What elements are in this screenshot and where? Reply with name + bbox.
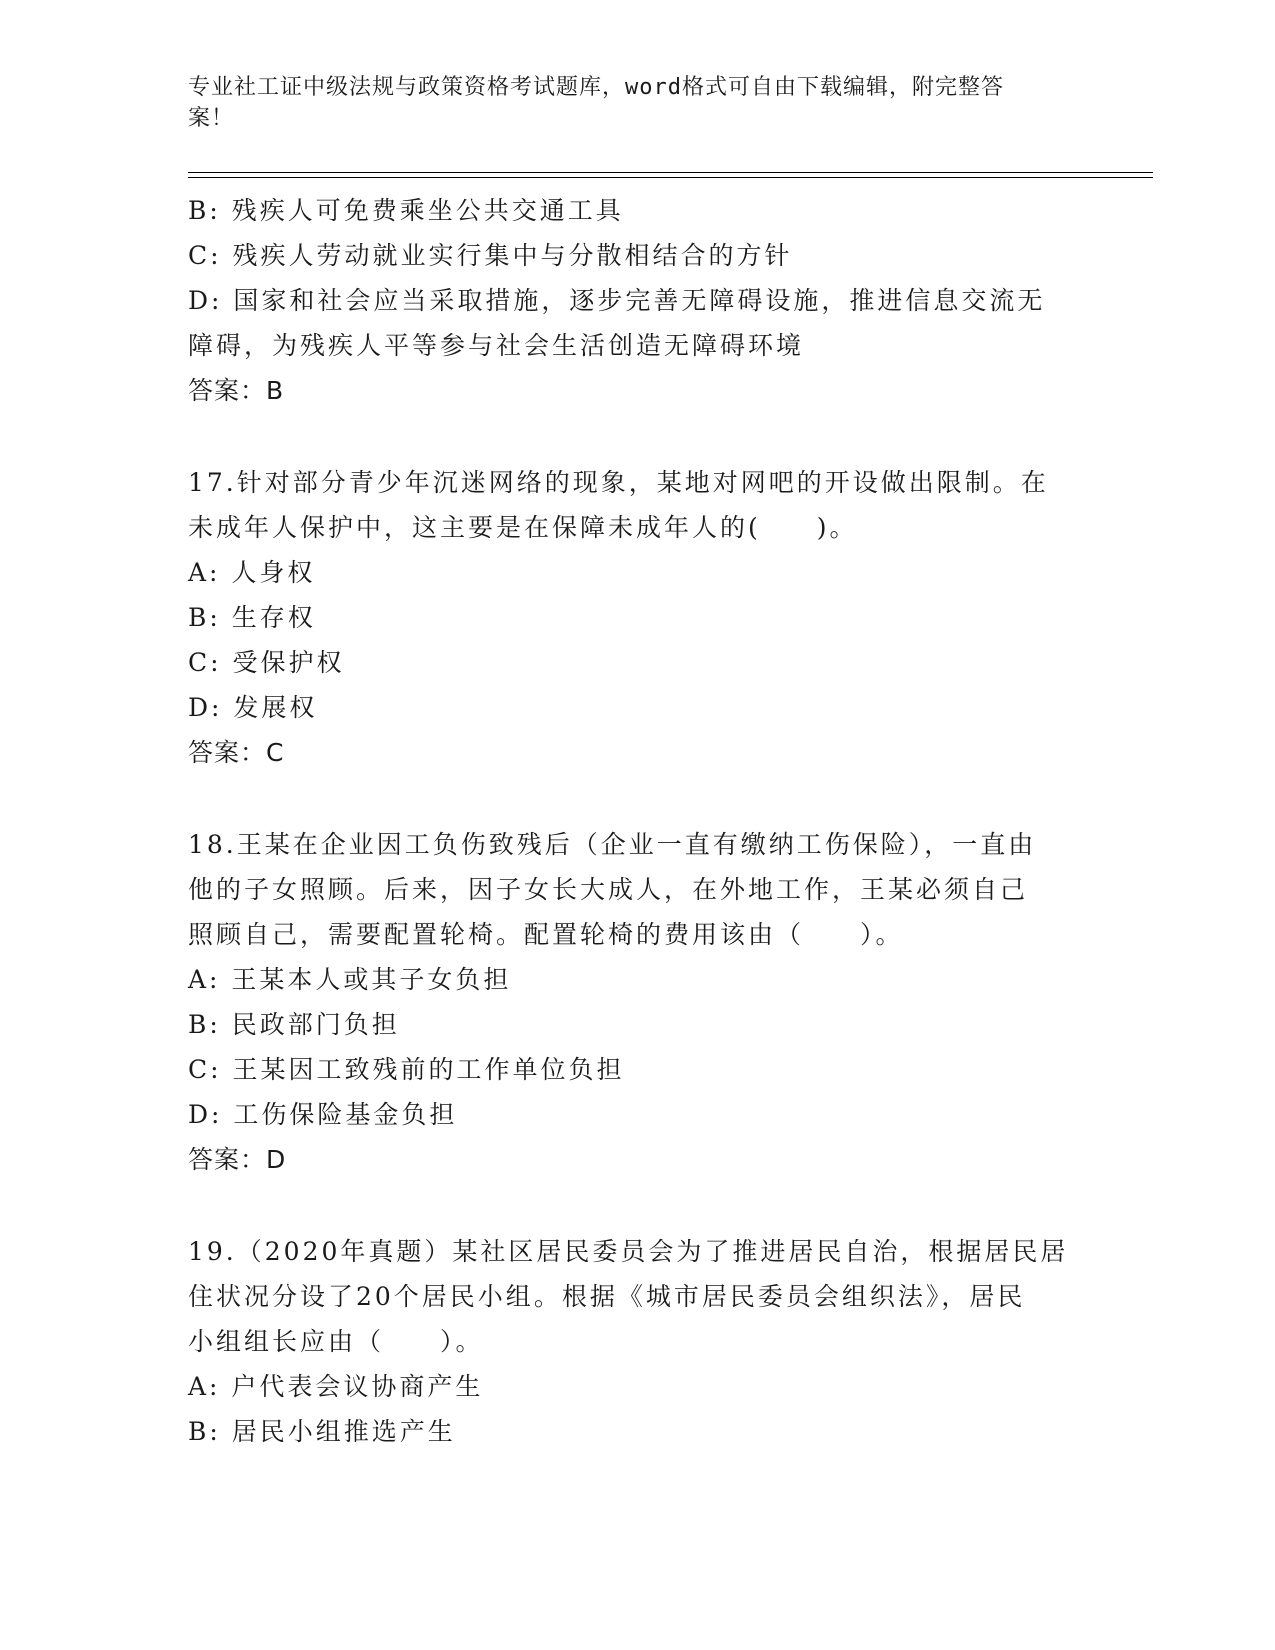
option-d-line-2: 障碍，为残疾人平等参与社会生活创造无障碍环境 — [188, 331, 805, 360]
header-text-line-1: 专业社工证中级法规与政策资格考试题库，word格式可自由下载编辑，附完整答 — [188, 75, 1004, 100]
header-rule-top — [188, 172, 1153, 173]
page-header — [188, 72, 1068, 134]
option-a: A: 人身权 — [188, 558, 316, 587]
option-b: B: 生存权 — [188, 603, 316, 632]
question-stem-line-3: 照顾自己，需要配置轮椅。配置轮椅的费用该由（ ）。 — [188, 920, 904, 949]
answer: 答案：D — [188, 1145, 287, 1174]
option-d: D: 工伤保险基金负担 — [188, 1100, 458, 1129]
spacer — [188, 413, 1088, 460]
question-stem-line-2: 住状况分设了20个居民小组。根据《城市居民委员会组织法》，居民 — [188, 1282, 1026, 1311]
option-c: C: 受保护权 — [188, 648, 345, 677]
spacer — [188, 1182, 1088, 1229]
header-rule-bottom — [188, 177, 1153, 178]
question-19 — [188, 1229, 1088, 1454]
option-d-line-1: D: 国家和社会应当采取措施，逐步完善无障碍设施，推进信息交流无 — [188, 286, 1046, 315]
option-c: C: 王某因工致残前的工作单位负担 — [188, 1055, 625, 1084]
option-a: A: 户代表会议协商产生 — [188, 1372, 484, 1401]
question-stem-line-2: 未成年人保护中，这主要是在保障未成年人的( )。 — [188, 513, 858, 542]
option-b: B: 残疾人可免费乘坐公共交通工具 — [188, 196, 624, 225]
question-stem-line-3: 小组组长应由（ ）。 — [188, 1327, 484, 1356]
previous-question — [188, 188, 1088, 413]
question-stem-line-1: 18.王某在企业因工负伤致残后（企业一直有缴纳工伤保险），一直由 — [188, 830, 1037, 859]
option-b: B: 民政部门负担 — [188, 1010, 400, 1039]
option-c: C: 残疾人劳动就业实行集中与分散相结合的方针 — [188, 241, 793, 270]
question-content — [188, 188, 1088, 1454]
question-stem-line-1: 19.（2020年真题）某社区居民委员会为了推进居民自治，根据居民居 — [188, 1237, 1069, 1266]
option-d: D: 发展权 — [188, 693, 318, 722]
header-text-line-2: 案！ — [188, 106, 235, 131]
answer: 答案：B — [188, 376, 285, 405]
spacer — [188, 775, 1088, 822]
question-18 — [188, 822, 1088, 1182]
question-stem-line-2: 他的子女照顾。后来，因子女长大成人，在外地工作，王某必须自己 — [188, 875, 1029, 904]
option-a: A: 王某本人或其子女负担 — [188, 965, 512, 994]
option-b: B: 居民小组推选产生 — [188, 1417, 456, 1446]
answer: 答案：C — [188, 738, 285, 767]
question-17 — [188, 460, 1088, 775]
question-stem-line-1: 17.针对部分青少年沉迷网络的现象，某地对网吧的开设做出限制。在 — [188, 468, 1049, 497]
